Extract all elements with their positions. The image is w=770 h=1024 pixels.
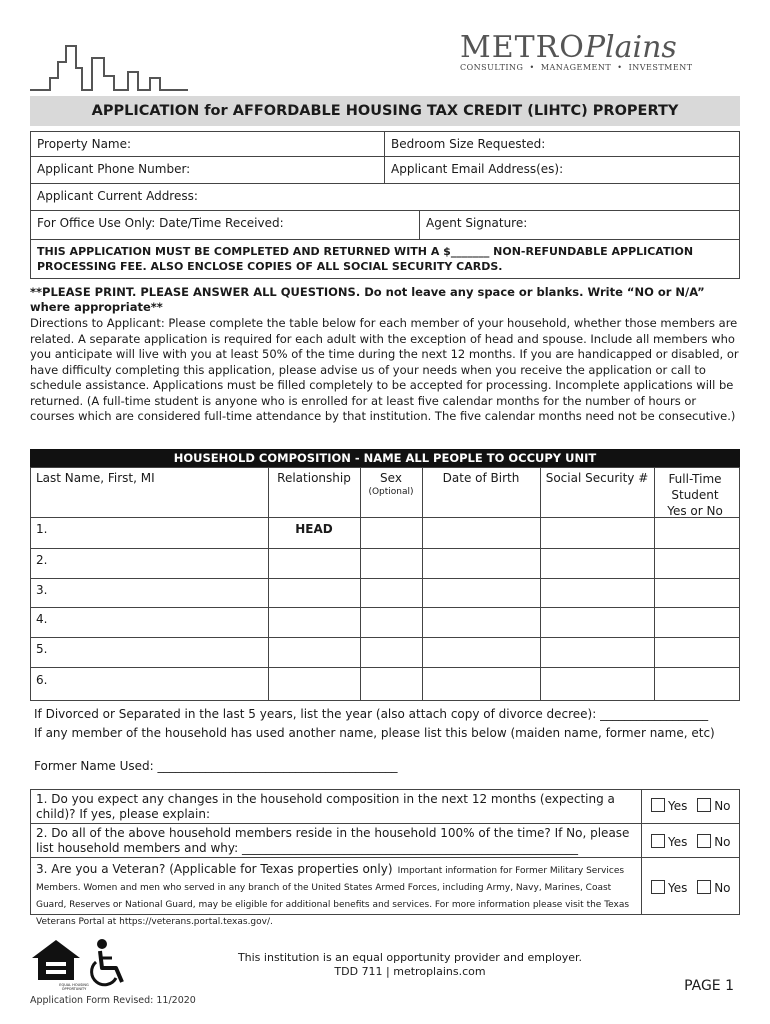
bedroom-size-label: Bedroom Size Requested: <box>391 137 546 151</box>
agent-signature-field[interactable] <box>419 210 740 240</box>
q2-yes-label: Yes <box>668 835 688 849</box>
property-name-field[interactable] <box>30 131 385 157</box>
page-number: PAGE 1 <box>684 978 734 994</box>
print-notice: **PLEASE PRINT. PLEASE ANSWER ALL QUESTIONS. Do not leave any space or blanks. Write “NO or N/A” where appropriate** <box>30 285 705 314</box>
office-use-field[interactable] <box>30 210 420 240</box>
q1-no-label: No <box>714 799 731 813</box>
company-logo <box>460 30 693 72</box>
other-name-line: If any member of the household has used another name, please list this below (maiden name, former name, etc) <box>34 726 715 740</box>
skyline-graphic <box>30 42 190 92</box>
q2-no-label: No <box>714 835 731 849</box>
col-student: Full-Time Student Yes or No <box>667 472 723 518</box>
former-name-field[interactable]: Former Name Used: ________________________________________ <box>34 759 398 773</box>
q3-yes-label: Yes <box>668 881 688 895</box>
table-row: 1. <box>36 522 48 536</box>
table-row: 6. <box>36 673 48 687</box>
question-2: 2. Do all of the above household members reside in the household 100% of the time? If No, please list household members and why: ________________________________________________________ <box>36 826 630 855</box>
table-row: 3. <box>36 583 48 597</box>
col-relationship: Relationship <box>277 471 351 485</box>
address-label: Applicant Current Address: <box>37 189 198 203</box>
col-ssn: Social Security # <box>545 471 649 485</box>
agent-signature-label: Agent Signature: <box>426 216 528 230</box>
phone-field[interactable] <box>30 156 385 184</box>
property-name-label: Property Name: <box>37 137 132 151</box>
bedroom-size-field[interactable] <box>384 131 740 157</box>
office-use-label: For Office Use Only: Date/Time Received: <box>37 216 284 230</box>
accessibility-icon <box>86 938 132 988</box>
phone-label: Applicant Phone Number: <box>37 162 191 176</box>
brand-script: Plains <box>584 30 677 65</box>
col-sex-note: (Optional) <box>368 487 414 497</box>
directions-text: Directions to Applicant: Please complete the table below for each member of your household, whether those members are related. A separate application is required for each adult with the exception of head and spouse. Include all members who you anticipate will live with you at least 50% of the time during the next 12 months. If you are handicapped or disabled, or have difficulty completing this application, please advise us of your needs when you receive the application or call to schedule assistance. Applications must be filled completely to be accepted for processing. Incomplete applications will be returned. (A full-time student is anyone who is enrolled for at least five calendar months for the number of hours or courses which are considered full-time attendance by that institution. The five calendar months need not be consecutive.) <box>30 316 739 423</box>
q3-yes-checkbox[interactable] <box>651 881 687 895</box>
form-revised: Application Form Revised: 11/2020 <box>30 995 196 1006</box>
household-table-header: HOUSEHOLD COMPOSITION - NAME ALL PEOPLE TO OCCUPY UNIT <box>30 449 740 467</box>
question-3 <box>36 861 636 929</box>
q3-options <box>651 880 731 895</box>
q3-no-checkbox[interactable] <box>697 881 730 895</box>
q1-yes-checkbox[interactable] <box>651 799 687 813</box>
divorce-line[interactable]: If Divorced or Separated in the last 5 years, list the year (also attach copy of divorce decree): __________________ <box>34 707 709 721</box>
q1-options <box>651 798 731 813</box>
eho-text: EQUAL HOUSING OPPORTUNITY <box>59 983 89 991</box>
brand-main: METRO <box>460 30 585 65</box>
question-1: 1. Do you expect any changes in the household composition in the next 12 months (expecting a child)? If yes, please explain: <box>36 792 615 821</box>
address-field[interactable] <box>30 183 740 211</box>
q1-yes-label: Yes <box>668 799 688 813</box>
form-title: APPLICATION for AFFORDABLE HOUSING TAX CREDIT (LIHTC) PROPERTY <box>30 96 740 126</box>
fee-notice: THIS APPLICATION MUST BE COMPLETED AND RETURNED WITH A $_______ NON-REFUNDABLE APPLICATION PROCESSING FEE. ALSO ENCLOSE COPIES OF ALL SOCIAL SECURITY CARDS. <box>30 239 740 279</box>
email-field[interactable] <box>384 156 740 184</box>
col-sex: Sex <box>380 471 402 485</box>
brand-tagline: CONSULTING • MANAGEMENT • INVESTMENT <box>460 63 693 72</box>
table-row: 2. <box>36 553 48 567</box>
q1-no-checkbox[interactable] <box>697 799 730 813</box>
eoe-statement: This institution is an equal opportunity provider and employer. <box>237 951 583 964</box>
q2-options <box>651 834 731 849</box>
household-table <box>30 467 740 701</box>
col-name: Last Name, First, MI <box>36 471 155 485</box>
email-label: Applicant Email Address(es): <box>391 162 564 176</box>
q3-no-label: No <box>714 881 731 895</box>
table-row: 4. <box>36 612 48 626</box>
tdd-contact: TDD 711 | metroplains.com <box>334 965 486 978</box>
question-3-text: 3. Are you a Veteran? (Applicable for Texas properties only) <box>36 862 393 876</box>
question-3-note: Important information for Former Military Services Members. Women and men who served in any branch of the United States Armed Forces, including Army, Navy, Marines, Coast Guard, Reserves or National Guard, may be eligible for additional benefits and services. For more information please visit the Texas Veterans Portal at https://veterans.portal.texas.gov/. <box>36 866 630 927</box>
head-label: HEAD <box>295 522 333 536</box>
col-dob: Date of Birth <box>442 471 520 485</box>
q2-yes-checkbox[interactable] <box>651 835 687 849</box>
q2-no-checkbox[interactable] <box>697 835 730 849</box>
table-row: 5. <box>36 642 48 656</box>
